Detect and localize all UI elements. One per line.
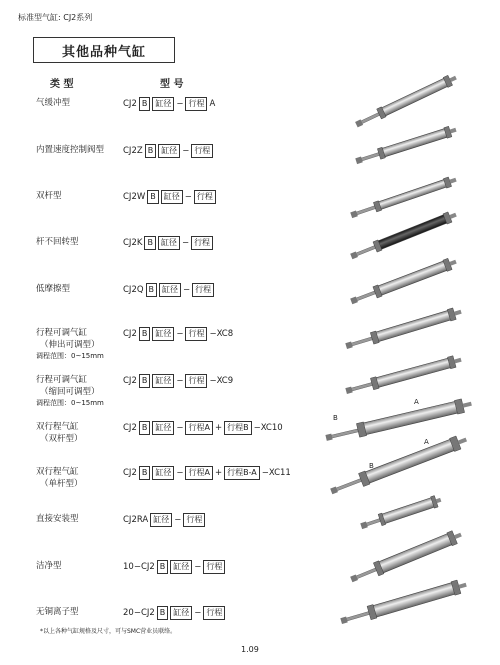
model-option-box: 缸径 [170,606,192,620]
model-option-box: 缸径 [158,236,180,250]
model-text: CJ2 [123,423,137,433]
model-option-box: 行程B [224,421,252,435]
model-option-box: 行程 [191,236,213,250]
cylinder-icon [329,433,469,498]
model-option-box: B [146,283,158,297]
model-option-box: 行程B-A [224,466,260,480]
model-option-box: 行程 [203,560,225,574]
column-header-model: 型 号 [160,79,184,90]
cylinder-icon [359,494,442,532]
cylinder-icon [349,209,458,261]
row-label-line: 无铜离子型 [36,607,79,617]
model-text: −XC10 [253,423,283,433]
stroke-label: B [333,414,338,422]
adjust-range-note: 调程范围：0~15mm [36,399,104,407]
model-option-box: 行程 [191,144,213,158]
model-option-box: B [157,606,169,620]
model-option-box: 缸径 [158,144,180,158]
model-text: − [184,192,192,202]
row-label-line: （双杆型） [40,434,83,444]
model-text: −XC9 [209,376,234,386]
model-text: + [214,468,223,478]
row-label-line: 气缓冲型 [36,98,71,108]
stroke-label: A [424,438,429,446]
row-label-line: 行程可调气缸 [36,328,88,338]
row-label-line: 双杆型 [36,191,62,201]
model-option-box: B [139,466,151,480]
model-text: − [176,423,184,433]
page-title: 其他品种气缸 [33,37,175,63]
model-text: − [176,99,184,109]
model-text: − [176,468,184,478]
row-label-line: 内置速度控制阀型 [36,145,105,155]
model-option-box: 行程 [185,374,207,388]
adjust-range-note: 调程范围：0~15mm [36,352,104,360]
model-option-box: 缸径 [152,374,174,388]
model-option-box: 行程 [183,513,205,527]
model-text: + [214,423,223,433]
cylinder-icon [339,578,468,628]
cylinder-icon [349,528,464,586]
model-text: − [194,562,202,572]
row-label-line: （伸出可调型） [40,340,100,350]
model-option-box: B [139,374,151,388]
model-text: − [182,146,190,156]
model-option-box: 缸径 [170,560,192,574]
model-text: − [174,515,182,525]
model-option-box: 缸径 [152,421,174,435]
model-text: A [209,99,216,109]
model-text: 20−CJ2 [123,608,155,618]
model-option-box: 行程A [185,466,212,480]
row-label-line: 直接安装型 [36,514,79,524]
row-label-line: 杆不回转型 [36,237,79,247]
model-option-box: B [157,560,169,574]
model-text: 10−CJ2 [123,562,155,572]
cylinder-icon [344,306,462,352]
model-option-box: 行程 [192,283,214,297]
model-text: − [183,285,191,295]
model-option-box: 缸径 [159,283,181,297]
model-text: −XC11 [261,468,291,478]
page-number: 1.09 [241,645,259,654]
model-option-box: B [144,236,156,250]
column-header-type: 类 型 [50,79,74,90]
model-option-box: 缸径 [161,190,183,204]
page-header: 标准型气缸: CJ2系列 [18,13,93,22]
model-option-box: 缸径 [152,327,174,341]
row-label-line: 双行程气缸 [36,467,79,477]
cylinder-icon [349,256,458,307]
model-text: CJ2 [123,468,137,478]
model-option-box: 行程 [185,327,207,341]
model-option-box: B [139,97,151,111]
model-text: CJ2K [123,238,143,248]
model-option-box: 行程A [185,421,212,435]
model-option-box: 缸径 [152,466,174,480]
model-text: CJ2Z [123,146,143,156]
model-text: − [176,329,184,339]
model-option-box: 行程 [185,97,207,111]
cylinder-icon [325,397,474,445]
model-text: −XC8 [209,329,234,339]
model-text: CJ2 [123,99,137,109]
model-text: − [176,376,184,386]
row-label-line: （缩回可调型） [40,387,100,397]
model-option-box: B [145,144,157,158]
model-option-box: 缸径 [152,97,174,111]
row-label-line: 洁净型 [36,561,62,571]
stroke-label: A [414,398,419,406]
row-label-line: （单杆型） [40,479,83,489]
model-text: CJ2RA [123,515,149,525]
model-text: CJ2W [123,192,146,202]
model-text: CJ2 [123,376,137,386]
row-label-line: 行程可调气缸 [36,375,88,385]
cylinder-icon [350,175,458,220]
stroke-label: B [369,462,374,470]
model-option-box: B [147,190,159,204]
row-label-line: 双行程气缸 [36,422,79,432]
model-text: − [181,238,190,248]
model-option-box: 行程 [203,606,225,620]
cylinder-icon [354,73,458,130]
model-option-box: 行程 [194,190,216,204]
cylinder-icon [345,354,463,397]
model-text: CJ2Q [123,285,144,295]
footnote: *以上各种气缸规格及尺寸，可与SMC营业员联络。 [40,628,177,635]
model-option-box: B [139,327,151,341]
model-option-box: B [139,421,151,435]
model-text: − [194,608,202,618]
model-text: CJ2 [123,329,137,339]
cylinder-icon [355,124,458,166]
row-label-line: 低摩擦型 [36,284,71,294]
model-option-box: 缸径 [150,513,172,527]
